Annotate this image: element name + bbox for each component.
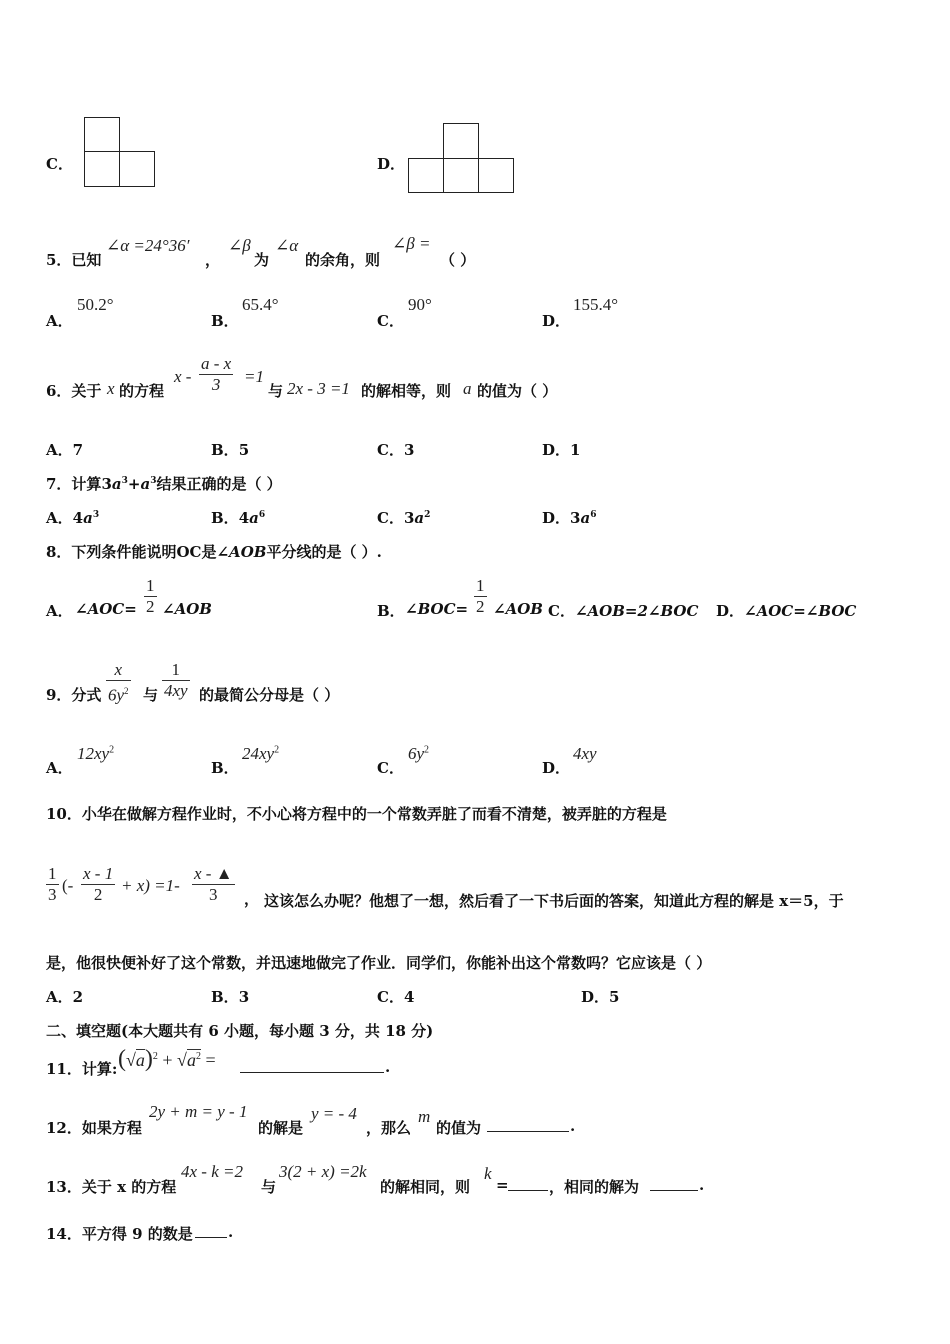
q9-fraction-1 [106, 660, 131, 706]
q10-option-c-label: C． [377, 988, 404, 1006]
q9-option-c-exp: 2 [424, 744, 430, 756]
q6-eq1-left: x - [174, 367, 192, 386]
q10-eq-mid: + x) =1- [121, 876, 180, 895]
q8-option-a-right-text: ∠AOB [162, 600, 212, 618]
q10-option-b-value: 3 [238, 988, 250, 1006]
q7-expr-var2: a [140, 475, 151, 493]
q7-option-d-var: a [580, 509, 591, 527]
q8-option-b-left [405, 600, 468, 618]
q6-number: 6．关于 [46, 382, 102, 400]
q7-option-a-label: A． [46, 509, 73, 527]
q12-number: 12．如果方程 [46, 1119, 142, 1137]
q10-eq-d3: 3 [209, 885, 218, 904]
q8-text-bisector: 平分线的是（ ）. [266, 543, 382, 561]
q7-option-b-label: B． [211, 509, 239, 527]
q6-option-b-label: B． [211, 441, 239, 459]
q9-f1-den-exp: 2 [124, 686, 129, 696]
q9-f2-denominator: 4xy [164, 681, 188, 700]
q7-option-a-var: a [83, 509, 93, 527]
q8-option-a-fraction [144, 576, 157, 617]
q10-eq-d2: 2 [93, 885, 103, 904]
q8-oc: OC [176, 543, 202, 561]
q6-option-d-label: D． [542, 441, 571, 459]
q5-option-c-label: C． [377, 312, 404, 330]
q13-var-k: k [484, 1164, 492, 1183]
q9-option-a-label: A． [46, 759, 73, 777]
q9-option-b-exp: 2 [274, 744, 280, 756]
q10-option-a [46, 986, 83, 1007]
q7-number: 7．计算 [46, 475, 102, 493]
q6-option-b [211, 439, 249, 460]
q10-option-d [581, 986, 619, 1007]
q7-option-b [211, 507, 265, 528]
q4-d-square-bottom-mid [443, 158, 479, 193]
q9-option-a-exp: 2 [109, 744, 115, 756]
q4-option-d-label: D． [377, 155, 406, 173]
q7-text: 结果正确的是（ ） [156, 475, 282, 493]
q10-option-a-value: 2 [72, 988, 84, 1006]
q9-f2-numerator: 1 [162, 660, 190, 681]
q6-option-c-value: 3 [403, 441, 415, 459]
q7-option-c-exp: 2 [424, 510, 431, 520]
q5-paren: （ ） [440, 251, 476, 269]
q4-c-square-bottom-right [119, 151, 155, 187]
q9-f1-denominator [106, 681, 131, 706]
q13-number: 13．关于 x 的方程 [46, 1178, 177, 1196]
q8-option-b-left-text: ∠BOC= [405, 600, 469, 618]
q4-c-square-top [84, 117, 120, 152]
q6-option-a-label: A． [46, 441, 73, 459]
q4-d-square-bottom-right [478, 158, 514, 193]
q13-equation-2: 3(2 + x) =2k [279, 1162, 367, 1181]
q13-solution-blank[interactable] [650, 1176, 698, 1195]
q7-expr-coef: 3 [101, 475, 112, 493]
q8-aob: ∠AOB [216, 543, 267, 561]
q11-paren-close: ) [144, 1046, 153, 1072]
q6-option-b-value: 5 [238, 441, 250, 459]
q14-end: . [228, 1223, 234, 1241]
q10-eq-frac3 [192, 864, 235, 905]
q8-option-d-label: D． [716, 602, 745, 620]
q11-plus: + [162, 1050, 173, 1070]
q9-option-b-label: B． [211, 759, 239, 777]
q8-option-b-numerator: 1 [476, 576, 485, 595]
q5-option-a-label: A． [46, 312, 73, 330]
q7-option-c-label: C． [377, 509, 404, 527]
q6-var-x: x [107, 379, 115, 398]
q10-option-c-value: 4 [403, 988, 415, 1006]
q8-option-b-right [493, 600, 543, 618]
q11-var-a2: a [186, 1050, 196, 1070]
q9-option-d-base: 4xy [573, 744, 597, 763]
q5-option-b-label: B． [211, 312, 239, 330]
q7-expr-exp2: 3 [150, 476, 157, 486]
q7-option-c [377, 507, 430, 528]
q10-line1: 10．小华在做解方程作业时，不小心将方程中的一个常数弄脏了而看不清楚，被弄脏的方程是 [46, 805, 667, 823]
q5-beta-eq: ∠β = [392, 234, 431, 253]
q6-option-a-value: 7 [72, 441, 84, 459]
q11-eq: = [205, 1050, 216, 1070]
q10-eq-open: (- [62, 876, 74, 895]
q7-option-a [46, 507, 99, 528]
q10-eq-n1: 1 [48, 864, 57, 883]
q12-answer-blank[interactable] [487, 1117, 569, 1136]
q12-solution: y = - 4 [311, 1104, 357, 1123]
q7-line [46, 473, 282, 494]
q10-eq-n2: x - 1 [83, 864, 114, 883]
q5-alpha-expr: ∠α =24°36′ [106, 236, 190, 255]
q8-option-a-left-text: ∠AOC= [75, 600, 137, 618]
q6-text-solutions-equal: 的解相等，则 [361, 382, 452, 400]
q7-expr-exp: 3 [121, 476, 128, 486]
q6-text-value: 的值为（ ） [477, 382, 558, 400]
q13-text-and: 与 [261, 1178, 277, 1196]
q5-comma: ， [205, 251, 221, 269]
q9-option-d-value [573, 744, 597, 764]
q5-text-wei: 为 [254, 251, 270, 269]
q13-text-same: 的解相同，则 [380, 1178, 471, 1196]
q7-expr-plus: + [127, 475, 141, 493]
q7-expr-var: a [111, 475, 122, 493]
q8-option-b-right-text: ∠AOB [493, 600, 543, 618]
q10-line2: 这该怎么办呢？他想了一想，然后看了一下书后面的答案，知道此方程的解是 x＝5，于 [264, 892, 844, 910]
q6-eq1-numerator: a - x [201, 354, 232, 373]
q6-option-c [377, 439, 414, 460]
q11-expression [118, 1046, 216, 1073]
q8-option-b-denominator: 2 [476, 597, 485, 616]
q6-eq1-denominator: 3 [211, 375, 221, 394]
q5-beta: ∠β [228, 236, 251, 255]
q9-option-d-label: D． [542, 759, 571, 777]
q5-option-d-value: 155.4° [573, 295, 619, 314]
q5-number: 5．已知 [46, 251, 102, 269]
q11-sqrt2-icon: √ [177, 1050, 187, 1070]
q12-var-m: m [418, 1107, 431, 1126]
q7-option-d [542, 507, 596, 528]
q8-option-c-label: C． [548, 602, 575, 620]
q6-text-equation: 的方程 [119, 382, 165, 400]
q6-eq2: 2x - 3 =1 [287, 379, 350, 398]
q5-option-b-value: 65.4° [242, 295, 279, 314]
q6-text-and: 与 [268, 382, 284, 400]
q10-option-b [211, 986, 249, 1007]
q11-paren-open: ( [118, 1046, 126, 1072]
q7-option-b-var: a [249, 509, 259, 527]
q5-option-c-value: 90° [408, 295, 432, 314]
q5-alpha: ∠α [275, 236, 299, 255]
q8-option-c [548, 600, 698, 621]
q12-text-solution: 的解是 [258, 1119, 304, 1137]
q11-number: 11．计算: [46, 1060, 118, 1078]
q10-eq-frac2 [81, 864, 115, 905]
q6-option-d-value: 1 [570, 441, 581, 459]
q12-end: . [570, 1117, 576, 1135]
q8-number: 8．下列条件能说明 [46, 543, 177, 561]
q8-option-a-numerator: 1 [146, 576, 155, 595]
q9-f1-numerator: x [106, 660, 131, 681]
q8-option-b-fraction [474, 576, 487, 617]
q10-option-a-label: A． [46, 988, 73, 1006]
q8-line [46, 541, 382, 562]
q13-text-eq: = [496, 1176, 509, 1194]
q6-option-c-label: C． [377, 441, 404, 459]
q9-option-a-value [77, 744, 114, 764]
q10-eq-d1: 3 [48, 885, 57, 904]
q9-option-c-base: 6y [408, 744, 425, 763]
q4-c-square-bottom-left [84, 151, 120, 187]
q13-equation-1: 4x - k =2 [181, 1162, 243, 1181]
q11-radicand [187, 1049, 201, 1070]
q8-option-a-left [75, 600, 137, 618]
q5-option-d-label: D． [542, 312, 571, 330]
q12-text-value: 的值为 [436, 1119, 482, 1137]
q10-comma: ， [244, 890, 260, 908]
q8-text-is: 是 [201, 543, 217, 561]
q8-option-b-label: B． [377, 602, 405, 620]
q10-eq-frac1 [46, 864, 59, 905]
q7-option-c-coef: 3 [403, 509, 415, 527]
q13-text-common: ，相同的解为 [549, 1178, 640, 1196]
q9-option-c-label: C． [377, 759, 404, 777]
q14-answer-blank[interactable] [195, 1223, 227, 1242]
q4-option-c-label: C． [46, 155, 73, 173]
q10-eq-n3: x - ▲ [194, 864, 233, 883]
q11-exp2: 2 [195, 1051, 201, 1062]
q11-sqrt-icon: √ [126, 1050, 136, 1070]
q7-option-b-exp: 6 [258, 510, 266, 520]
q11-end: . [385, 1058, 391, 1076]
q11-var-a: a [135, 1050, 145, 1070]
q5-text-complement: 的余角，则 [305, 251, 381, 269]
q8-option-d [716, 600, 856, 621]
q7-option-a-exp: 3 [92, 510, 100, 520]
q10-option-d-value: 5 [609, 988, 620, 1006]
q5-option-a-value: 50.2° [77, 295, 114, 314]
q6-var-a: a [463, 379, 472, 398]
q4-d-square-top [443, 123, 479, 159]
q6-option-a [46, 439, 83, 460]
q6-eq1-fraction [199, 354, 233, 395]
section-2-title: 二、填空题(本大题共有 6 小题，每小题 3 分，共 18 分) [46, 1022, 434, 1040]
q9-number: 9．分式 [46, 686, 102, 704]
q9-text-and: 与 [143, 686, 159, 704]
q12-text-then: ，那么 [366, 1119, 412, 1137]
q10-line3: 是，他很快便补好了这个常数，并迅速地做完了作业．同学们，你能补出这个常数吗？它应该是（ ） [46, 954, 712, 972]
q8-option-a-right [162, 600, 212, 618]
q11-answer-blank[interactable] [240, 1058, 384, 1077]
q13-k-blank[interactable] [508, 1176, 548, 1195]
q9-text: 的最简公分母是（ ） [199, 686, 340, 704]
q7-option-b-coef: 4 [238, 509, 250, 527]
q7-option-a-coef: 4 [72, 509, 84, 527]
q6-eq1-right: =1 [244, 367, 264, 386]
q14-text: 14．平方得 9 的数是 [46, 1225, 193, 1243]
q9-fraction-2 [162, 660, 190, 701]
q11-exp: 2 [152, 1051, 158, 1062]
q8-option-a-label: A． [46, 602, 73, 620]
q9-option-b-base: 24xy [242, 744, 275, 763]
q6-option-d [542, 439, 580, 460]
q4-d-square-bottom-left [408, 158, 444, 193]
q10-option-b-label: B． [211, 988, 239, 1006]
q8-option-a-denominator: 2 [146, 597, 155, 616]
q8-option-d-expr: ∠AOC=∠BOC [744, 602, 857, 620]
q9-option-b-value [242, 744, 279, 764]
q7-option-d-coef: 3 [570, 509, 581, 527]
q7-option-c-var: a [414, 509, 425, 527]
q10-option-c [377, 986, 414, 1007]
q9-f1-den-base: 6y [108, 685, 125, 705]
q8-option-c-expr: ∠AOB=2∠BOC [574, 602, 699, 620]
q12-equation: 2y + m = y - 1 [149, 1102, 248, 1121]
q7-option-d-label: D． [542, 509, 571, 527]
q10-option-d-label: D． [581, 988, 610, 1006]
q13-end: . [699, 1176, 705, 1194]
q9-option-c-value [408, 744, 429, 764]
q9-option-a-base: 12xy [77, 744, 110, 763]
q7-option-d-exp: 6 [590, 510, 597, 520]
